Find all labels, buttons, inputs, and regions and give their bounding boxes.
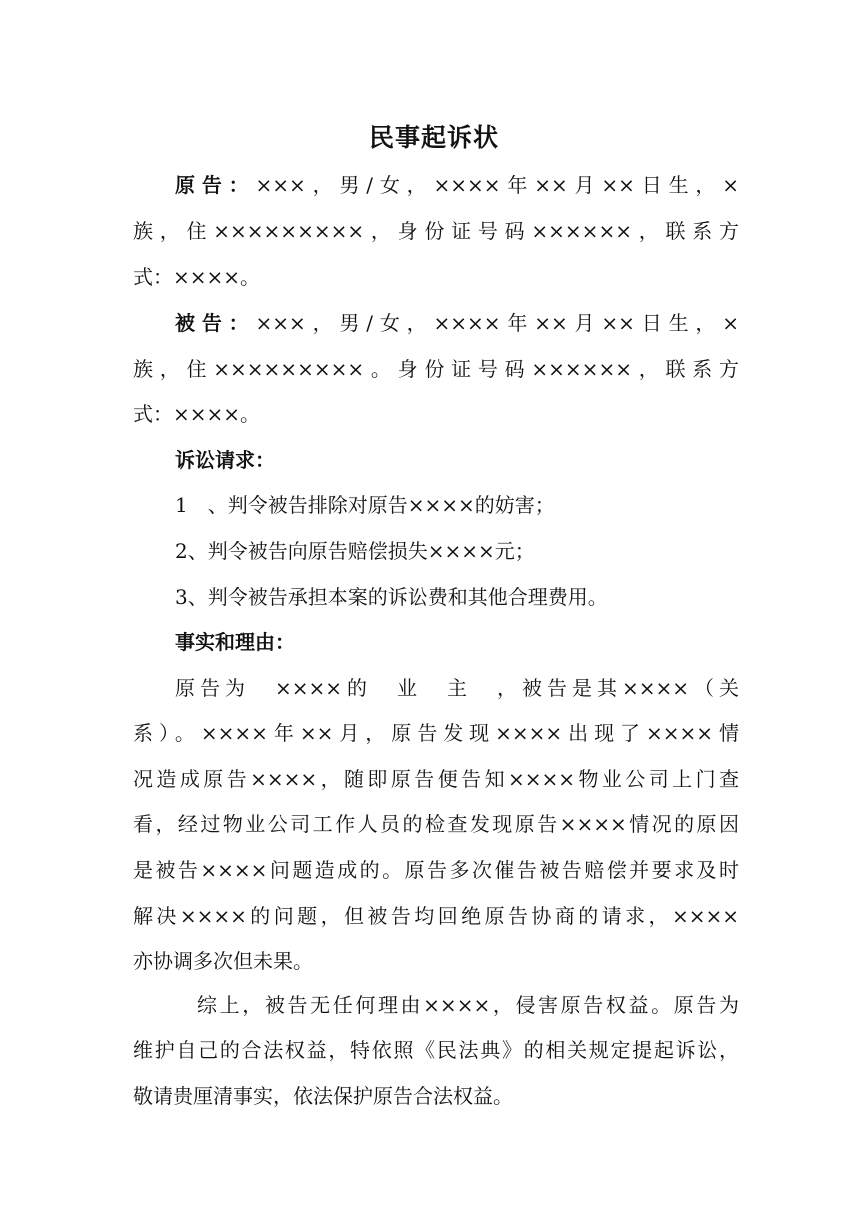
plaintiff-label: 原告： — [175, 173, 256, 197]
conclusion-line-2: 维护自己的合法权益，特依照《民法典》的相关规定提起诉讼， — [133, 1038, 739, 1062]
plaintiff-line-1 — [175, 162, 739, 208]
claim-item-3: 3、判令被告承担本案的诉讼费和其他合理费用。 — [175, 585, 608, 609]
defendant-line-1 — [175, 300, 739, 346]
defendant-line-3: 式：××××。 — [133, 402, 261, 426]
facts-line-5: 是被告××××问题造成的。原告多次催告被告赔偿并要求及时 — [133, 858, 739, 882]
conclusion-line-3: 敬请贵厘清事实，依法保护原告合法权益。 — [133, 1084, 513, 1108]
document-title: 民事起诉状 — [368, 123, 499, 152]
plaintiff-line-2: 族，住×××××××××，身份证号码××××××，联系方 — [133, 219, 739, 243]
defendant-line-2: 族，住×××××××××。身份证号码××××××，联系方 — [133, 357, 739, 381]
defendant-text-1: ×××，男/女，××××年××月××日生，× — [255, 311, 739, 335]
defendant-label: 被告： — [175, 311, 256, 335]
plaintiff-text-1: ×××，男/女，××××年××月××日生，× — [255, 173, 739, 197]
conclusion-line-1: 综上，被告无任何理由××××，侵害原告权益。原告为 — [197, 993, 739, 1017]
claim-item-2: 2、判令被告向原告赔偿损失××××元； — [175, 539, 535, 563]
plaintiff-line-3: 式：××××。 — [133, 265, 261, 289]
facts-line-2: 系）。××××年××月，原告发现××××出现了××××情 — [133, 721, 739, 745]
facts-line-7: 亦协调多次但未果。 — [133, 949, 313, 973]
facts-line-6: 解决××××的问题，但被告均回绝原告协商的请求，×××× — [133, 904, 739, 928]
facts-line-1: 原告为 ××××的 业 主 ，被告是其××××（关 — [175, 676, 739, 700]
facts-line-4: 看，经过物业公司工作人员的检查发现原告××××情况的原因 — [133, 812, 739, 836]
claim-item-1: 1 、判令被告排除对原告××××的妨害； — [175, 493, 555, 517]
claims-heading: 诉讼请求： — [175, 448, 275, 472]
facts-line-3: 况造成原告××××，随即原告便告知××××物业公司上门查 — [133, 767, 739, 791]
facts-heading: 事实和理由： — [175, 630, 295, 654]
